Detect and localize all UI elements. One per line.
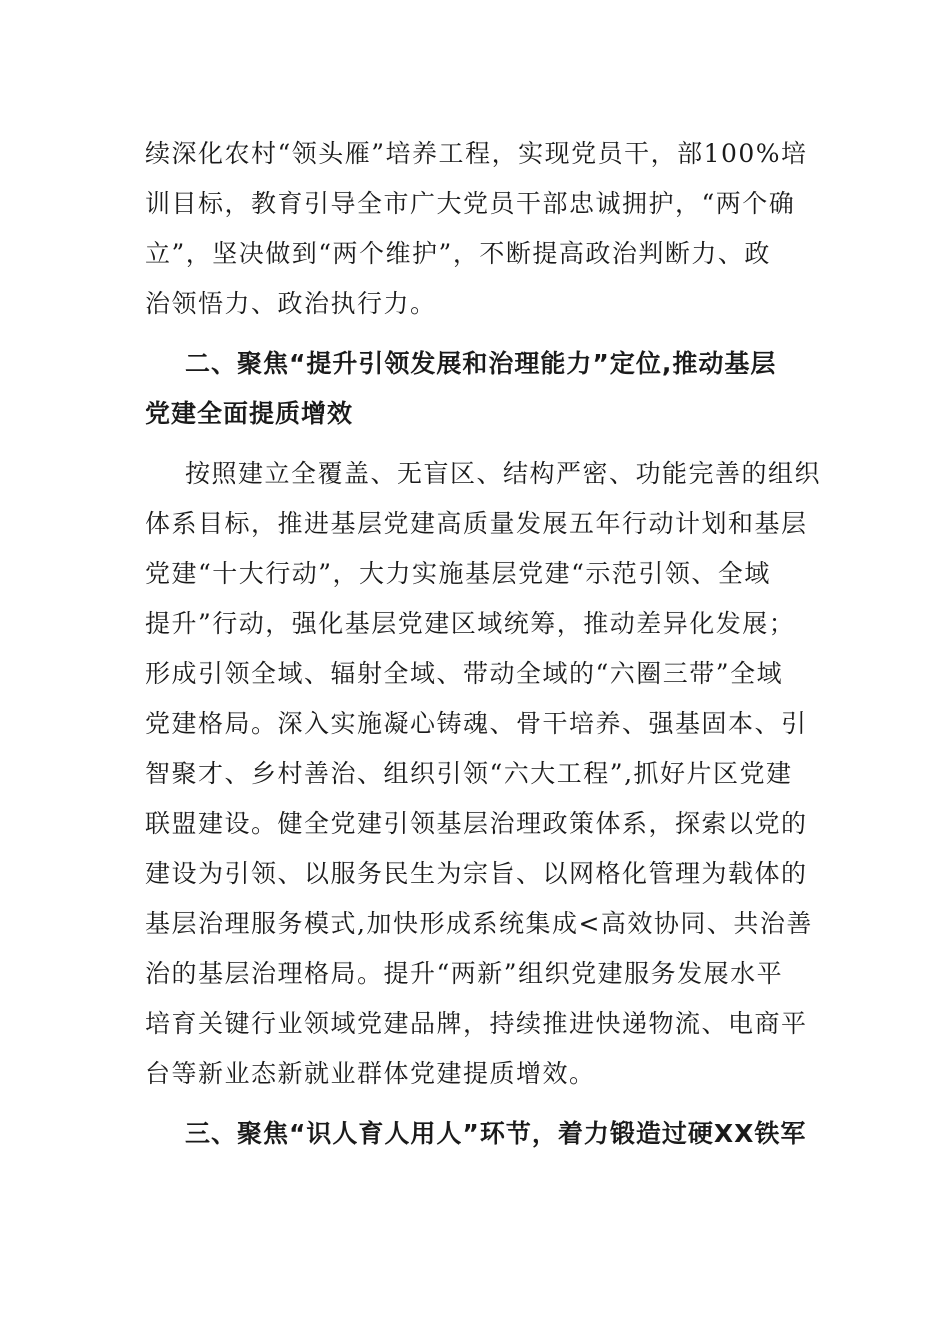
- paragraph-line: 立”，坚决做到“两个维护”，不断提高政治判断力、政: [145, 239, 771, 268]
- heading-line: 三、聚焦“识人育人用人”环节，着力锻造过硬XX铁军: [185, 1119, 807, 1148]
- paragraph-line: 续深化农村“领头雁”培养工程，实现党员干，部100%培: [145, 139, 808, 168]
- heading-line: 二、聚焦“提升引领发展和治理能力”定位,推动基层: [185, 349, 777, 378]
- paragraph-line: 体系目标，推进基层党建高质量发展五年行动计划和基层: [145, 509, 808, 538]
- paragraph-line: 治的基层治理格局。提升“两新”组织党建服务发展水平: [145, 959, 784, 988]
- paragraph-line: 智聚才、乡村善治、组织引领“六大工程”,抓好片区党建: [145, 759, 793, 788]
- paragraph-line: 形成引领全域、辐射全域、带动全域的“六圈三带”全域: [145, 659, 784, 688]
- heading-line: 党建全面提质增效: [145, 399, 354, 428]
- paragraph-line: 训目标，教育引导全市广大党员干部忠诚拥护，“两个确: [145, 189, 796, 218]
- paragraph-line: 提升”行动，强化基层党建区域统筹，推动差异化发展；: [145, 609, 796, 638]
- paragraph-line: 培育关键行业领域党建品牌，持续推进快递物流、电商平: [145, 1009, 808, 1038]
- paragraph-section-2: [145, 449, 822, 1099]
- paragraph-line: 基层治理服务模式,加快形成系统集成<高效协同、共治善: [145, 909, 813, 938]
- paragraph-line: 党建“十大行动”，大力实施基层党建“示范引领、全域: [145, 559, 771, 588]
- paragraph-line: 治领悟力、政治执行力。: [145, 289, 437, 318]
- paragraph-line: 台等新业态新就业群体党建提质增效。: [145, 1059, 596, 1088]
- section-heading-2: [145, 339, 810, 439]
- paragraph-line: 按照建立全覆盖、无盲区、结构严密、功能完善的组织: [185, 459, 822, 488]
- paragraph-line: 联盟建设。健全党建引领基层治理政策体系，探索以党的: [145, 809, 808, 838]
- paragraph-line: 建设为引领、以服务民生为宗旨、以网格化管理为载体的: [145, 859, 808, 888]
- paragraph-continuation: [145, 129, 810, 329]
- section-heading-3: [145, 1109, 810, 1159]
- paragraph-line: 党建格局。深入实施凝心铸魂、骨干培养、强基固本、引: [145, 709, 808, 738]
